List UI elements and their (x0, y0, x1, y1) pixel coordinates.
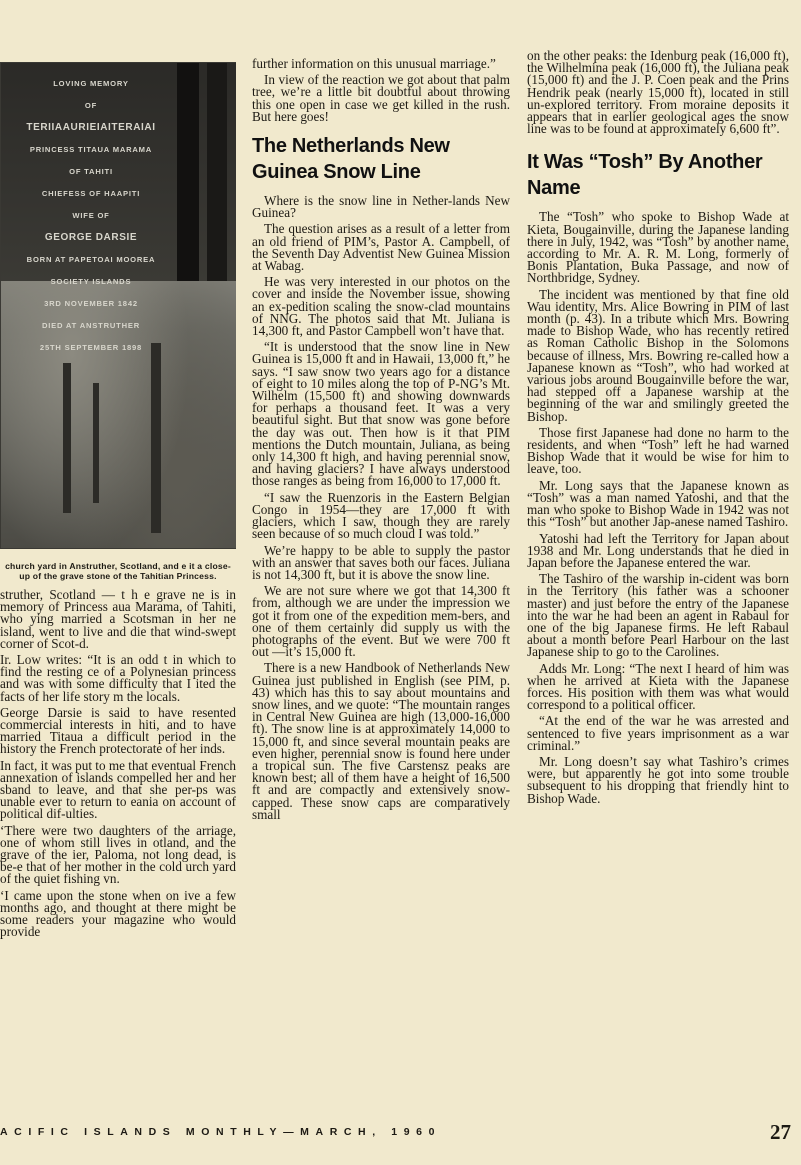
tree-trunk (93, 383, 99, 503)
article-paragraph: on the other peaks: the Idenburg peak (16,000 ft), the Wilhelmina peak (16,000 ft), the Juliana peak (15,000 ft) and the J. P. Coen peak and the Prins Hendrik peak (nearly 15,000 ft), located in still un-explored territory. From moraine deposits it appears that in earlier geological ages the snow line was to be found at approximately 6,600 ft”. (527, 50, 789, 137)
article-paragraph: ‘I came upon the stone when on ive a few months ago, and thought at there might be some readers your magazine who would provide (0, 887, 236, 940)
article-paragraph: Mr. Long doesn’t say what Tashiro’s crimes were, but apparently he got into some trouble subsequent to his dropping that friendly hint to Bishop Wade. (527, 753, 789, 806)
inscription-line: LOVING MEMORY (53, 79, 129, 88)
stone-shadow (177, 63, 199, 281)
article-paragraph: We are not sure where we got that 14,300 ft from, although we are under the impression we got it from one of the expedition mem-bers, and one of them certainly did supply us with the photographs of the event. But we were 700 ft out —it’s 15,000 ft. (252, 583, 510, 660)
page-footer (0, 1122, 801, 1146)
inscription-line: BORN AT PAPETOAI MOOREA (26, 255, 156, 264)
inscription-line: 25TH SEPTEMBER 1898 (39, 343, 143, 352)
inscription-line: SOCIETY ISLANDS (50, 277, 132, 286)
page-number: 27 (770, 1120, 791, 1144)
article-paragraph: Adds Mr. Long: “The next I heard of him was when he arrived at Kieta with the Japanese forces. His position with them was what would correspond to a political officer. (527, 660, 789, 713)
gravestone-photo (0, 62, 236, 549)
tree-trunk (63, 363, 71, 513)
article-paragraph: George Darsie is said to have resented commercial interests in hiti, and to have married Titaua a difficult period in the history the French protectorate of her inds. (0, 704, 236, 757)
article-paragraph: In view of the reaction we got about that palm tree, we’re a little bit doubtful about throwing this one open in case we get killed in the rush. But here goes! (252, 72, 510, 124)
article-paragraph: Mr. Long says that the Japanese known as “Tosh” was a man named Yatoshi, and that the man who spoke to Bishop Wade in 1942 was not this “Tosh” but another Jap-anese named Tashiro. (527, 477, 789, 530)
article-paragraph: The “Tosh” who spoke to Bishop Wade at Kieta, Bougainville, during the Japanese landing there in July, 1942, was “Tosh” by another name, according to Mr. A. R. M. Long, formerly of Bonis Plantation, Buka Passage, and now of Northbridge, Sydney. (527, 209, 789, 286)
article-paragraph: “It is understood that the snow line in New Guinea is 15,000 ft and in Hawaii, 13,000 ft,” he says. “I saw snow two years ago for a distance of eight to 10 miles along the top of P-NG’s Mt. Wilhelm (15,500 ft) and showing downwards for perhaps a thousand feet. It was a very beautiful sight. But that snow was gone before the day was out. Then how is it that PIM mentions the Dutch mountain, Juliana, as being only 14,300 ft high, and having perennial snow, and having glaciers? I have always understood those ranges as being from 16,000 to 17,000 ft. (252, 339, 510, 489)
inscription-line: GEORGE DARSIE (44, 232, 138, 243)
middle-column (252, 58, 510, 825)
inscription-line: WIFE OF (72, 211, 110, 220)
article-paragraph: “I saw the Ruenzoris in the Eastern Belgian Congo in 1954—they are 17,000 ft with glaciers, which I saw, though they are rarely seen because of so much cloud I was told.” (252, 489, 510, 542)
article-paragraph: We’re happy to be able to supply the pastor with an answer that saves both our faces. Juliana is not 14,300 ft, but it is above the snow line. (252, 542, 510, 582)
inscription-line: 3RD NOVEMBER 1842 (44, 299, 138, 308)
article-paragraph: ‘There were two daughters of the arriage, one of whom still lives in otland, and the grave of the ier, Paloma, not long dead, is be-e that of her mother in the cold urch yard of the quiet fishing vn. (0, 822, 236, 887)
gravestone (1, 63, 236, 352)
inscription-line: OF (84, 101, 98, 110)
article-paragraph: In fact, it was put to me that eventual French annexation of islands compelled her and her sband to leave, and that she per-ps was unable ever to return to eania on account of political dif-ulties. (0, 757, 236, 822)
photo-caption: church yard in Anstruther, Scotland, and e it a close-up of the grave stone of the Tahitian Princess. (5, 561, 231, 581)
article-paragraph: There is a new Handbook of Netherlands New Guinea just published in English (see PIM, p. 43) which has this to say about mountains and snow lines, and we quote: “The mountain ranges in Central New Guinea are high (13,000-16,000 ft). The snow line is at approximately 14,000 to 15,000 ft, and since several mountain peaks are even higher, perennial snow is found here under a tropical sun. The five Carstensz peaks are known best; all of them have a height of 16,500 ft and are compactly and extensively snow-capped. These snow caps are comparatively small (252, 660, 510, 822)
running-title: ACIFIC ISLANDS MONTHLY—MARCH, 1960 (0, 1126, 442, 1138)
article-paragraph: The question arises as a result of a letter from an old friend of PIM’s, Pastor A. Campbell, of the Seventh Day Adventist New Guinea Mission at Wabag. (252, 221, 510, 274)
tree-trunk (151, 343, 161, 533)
inscription-line: TERIIAAURIEIAITERAIAI (26, 122, 156, 133)
article-paragraph: He was very interested in our photos on the cover and inside the November issue, showing an ex-pedition scaling the snow-clad mountains of NNG. The photos said that Mt. Juliana is 14,300 ft, and Pastor Campbell won’t have that. (252, 274, 510, 339)
article-paragraph: Where is the snow line in Nether-lands New Guinea? (252, 193, 510, 221)
article-paragraph: Those first Japanese had done no harm to the residents, and when “Tosh” left he had warned Bishop Wade that it would be wise for him to leave, too. (527, 424, 789, 477)
inscription-line: DIED AT ANSTRUTHER (41, 321, 141, 330)
article-paragraph: Ir. Low writes: “It is an odd t in which to find the resting ce of a Polynesian princess and was with some difficulty that I ited the facts of her life story m the locals. (0, 652, 236, 704)
inscription-line: CHIEFESS OF HAAPITI (41, 189, 141, 198)
article-paragraph: “At the end of the war he was arrested and sentenced to five years imprisonment as a war criminal.” (527, 713, 789, 753)
article-heading: It Was “Tosh” By Another Name (527, 151, 763, 200)
article-paragraph: The Tashiro of the warship in-cident was born in the Territory (his father was a schooner master) and just before the entry of the Japanese into the war he had been an agent in Rabaul for one of the big Japanese firms. He left Rabaul about a month before Pearl Harbour on the last Japanese ship to go to the Carolines. (527, 571, 789, 660)
left-column (0, 50, 236, 942)
gravestone-inscription (7, 67, 175, 364)
article-paragraph: further information on this unusual marriage.” (252, 58, 496, 71)
article-heading: The Netherlands New Guinea Snow Line (252, 135, 450, 184)
article-paragraph: The incident was mentioned by that fine old Wau identity, Mrs. Alice Bowring in PIM of last month (p. 43). In a tribute which Mrs. Bowring made to Bishop Wade, who has recently retired as Roman Catholic Bishop in the Solomons because of illness, Mrs. Bowring re-called how a Japanese known as “Tosh”, who had worked at various jobs around Bougainville before the war, had stepped off a Japanese warship at the beginning of the war and smilingly greeted the Bishop. (527, 286, 789, 424)
inscription-line: PRINCESS TITAUA MARAMA (29, 145, 153, 154)
right-column (527, 50, 789, 809)
article-paragraph: struther, Scotland — t h e grave ne is in memory of Princess aua Marama, of Tahiti, who ying married a Scotsman in her ne island, went to live and die that wind-swept corner of Scot-d. (0, 587, 236, 651)
article-paragraph: Yatoshi had left the Territory for Japan about 1938 and Mr. Long understands that he died in Japan before the Japanese entered the war. (527, 530, 789, 570)
inscription-line: OF TAHITI (69, 167, 113, 176)
stone-shadow (207, 63, 227, 281)
